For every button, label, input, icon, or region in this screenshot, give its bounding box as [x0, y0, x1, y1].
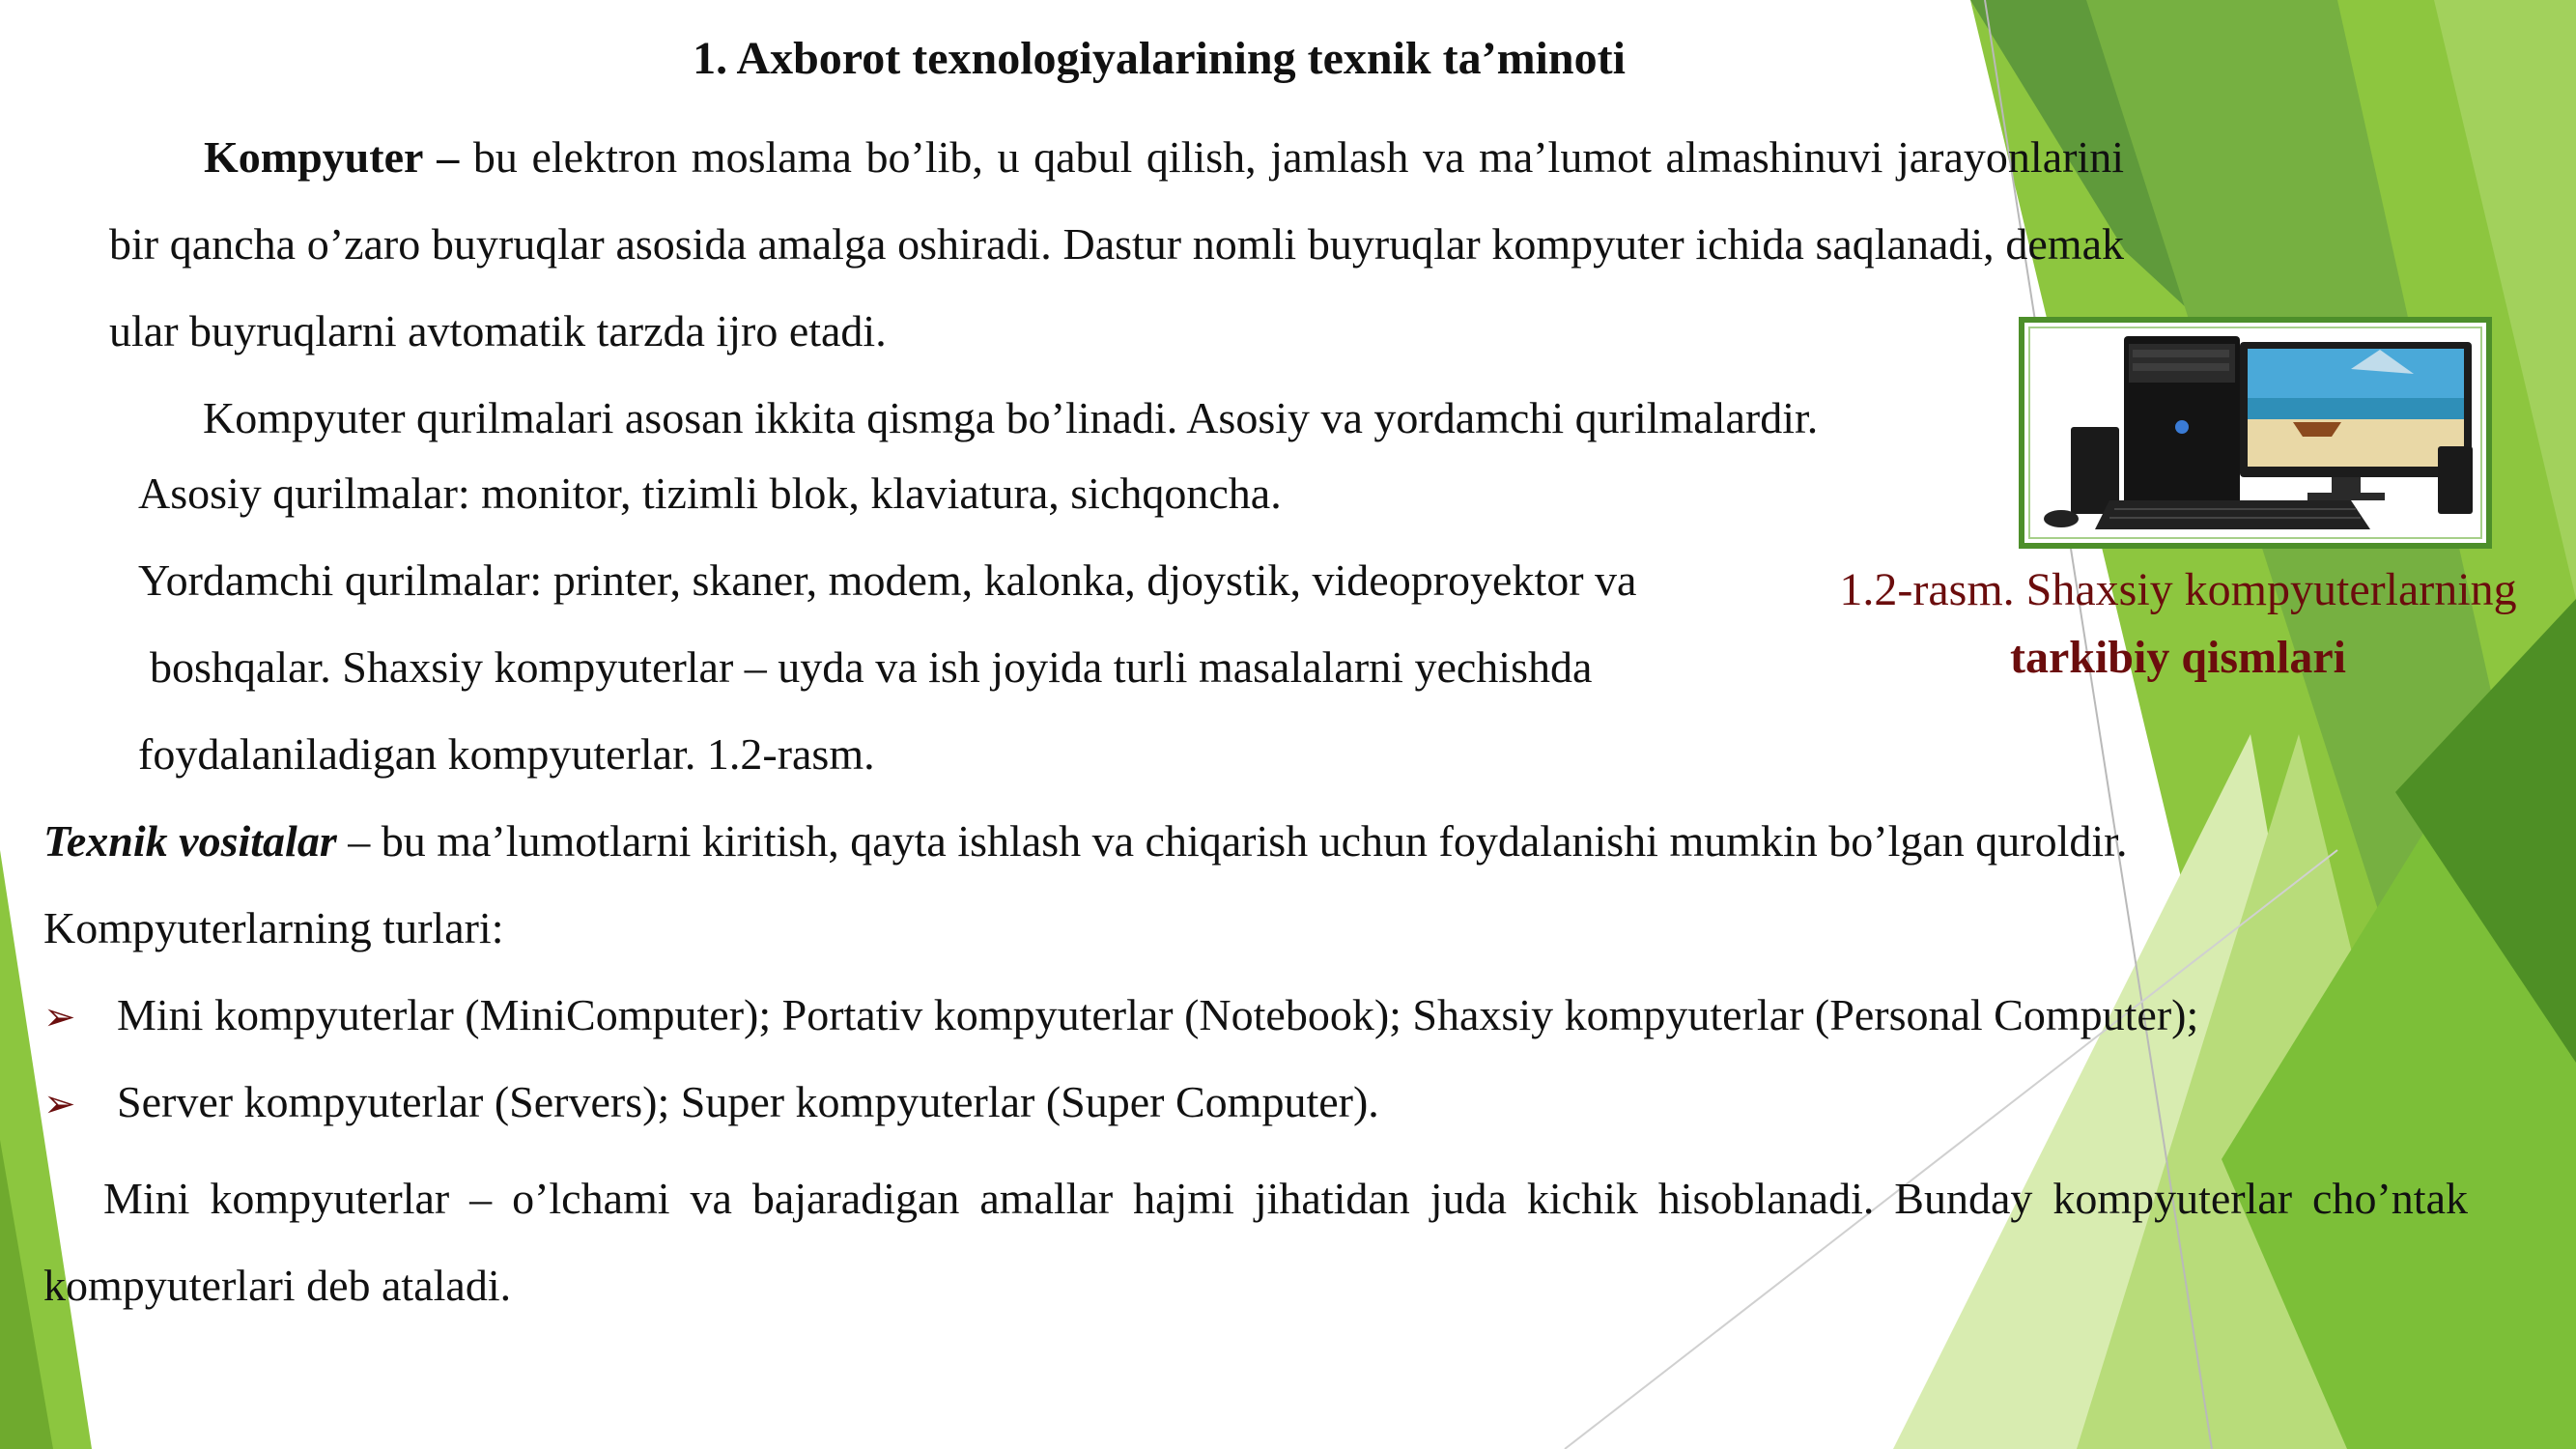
- text-line: boshqalar. Shaxsiy kompyuterlar – uyda va ish joyida turli masalalarni yechishda: [150, 642, 1593, 692]
- list-item: [43, 981, 2198, 1051]
- arrowhead-bullet-icon: ➢: [43, 1082, 76, 1126]
- list-item-text: Mini kompyuterlar (MiniComputer); Portativ kompyuterlar (Notebook); Shaxsiy kompyuterlar (Personal Computer);: [117, 990, 2199, 1039]
- computer-illustration: [2032, 330, 2478, 535]
- definition-paragraph: [109, 114, 2124, 375]
- definition-text: – bu ma’lumotlarni kiritish, qayta ishlash va chiqarish uchun foydalanishi mumkin bo’lgan quroldir.: [336, 816, 2128, 866]
- caption-line-2: tarkibiy qismlari: [2009, 632, 2347, 683]
- system-unit: [2124, 336, 2240, 506]
- figure-caption: [1787, 556, 2569, 692]
- arrowhead-bullet-icon: ➢: [43, 995, 76, 1039]
- speaker: [2071, 427, 2119, 514]
- text-line: Kompyuter qurilmalari asosan ikkita qismga bo’linadi. Asosiy va yordamchi qurilmalardir.: [203, 393, 1819, 442]
- definition-text: bu elektron moslama bo’lib, u qabul qilish, jamlash va ma’lumot almashinuvi jarayonlarini bir qancha o’zaro buyruqlar asosida amalga oshiradi. Dastur nomli buyruqlar kompyuter ichida saqlanadi, demak ular buyruqlarni avtomatik tarzda ijro etadi.: [109, 132, 2124, 355]
- term-kompyuter: Kompyuter –: [204, 132, 460, 182]
- closing-paragraph: [43, 1155, 2468, 1329]
- text-line-texnik-vositalar: [43, 808, 2127, 875]
- term-texnik-vositalar: Texnik vositalar: [43, 816, 337, 866]
- text-line: Kompyuterlarning turlari:: [43, 903, 504, 952]
- computer-photo: [2019, 317, 2492, 549]
- text-line: Yordamchi qurilmalar: printer, skaner, modem, kalonka, djoystik, videoproyektor va: [138, 555, 1637, 605]
- text-line: foydalaniladigan kompyuterlar. 1.2-rasm.: [138, 729, 875, 779]
- text-line: Asosiy qurilmalar: monitor, tizimli blok, klaviatura, sichqoncha.: [138, 469, 1282, 518]
- caption-line-1: 1.2-rasm. Shaxsiy kompyuterlarning: [1839, 564, 2517, 615]
- list-item: [43, 1068, 1379, 1138]
- page-title: 1. Axborot texnologiyalarining texnik ta’minoti: [693, 33, 1626, 84]
- mouse: [2044, 510, 2079, 527]
- monitor: [2240, 342, 2472, 477]
- list-item-text: Server kompyuterlar (Servers); Super kompyuterlar (Super Computer).: [117, 1077, 1379, 1126]
- keyboard: [2095, 500, 2370, 529]
- closing-text: Mini kompyuterlar – o’lchami va bajaradigan amallar hajmi jihatidan juda kichik hisoblanadi. Bunday kompyuterlar cho’ntak kompyuterlari deb ataladi.: [43, 1174, 2468, 1310]
